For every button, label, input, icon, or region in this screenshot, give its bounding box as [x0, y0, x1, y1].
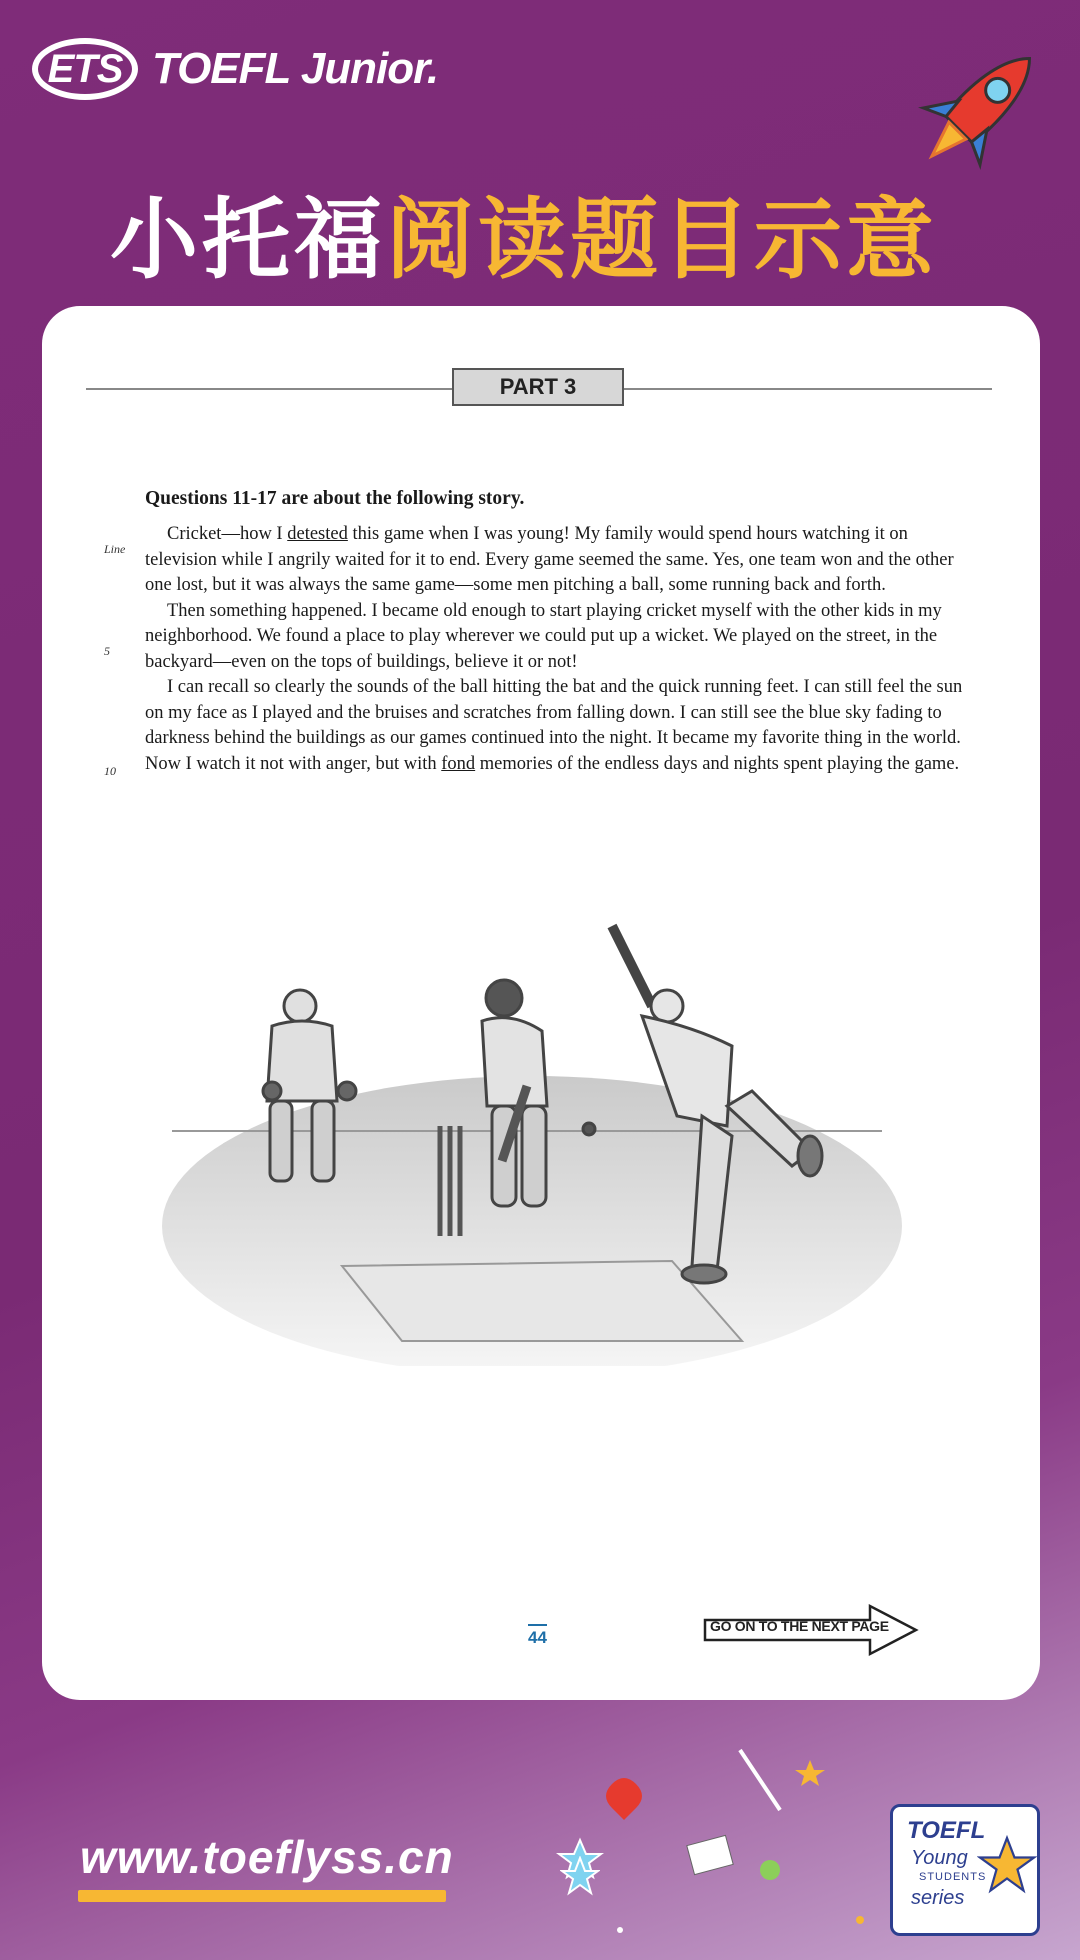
ets-toefl-junior-logo	[32, 38, 438, 100]
test-page-card	[42, 306, 1040, 1700]
toefl-young-students-series-badge: TOEFL Young STUDENTS series	[890, 1804, 1040, 1936]
paragraph-2: Then something happened. I became old enough to start playing cricket myself with the other kids in my neighborhood. We found a place to play wherever we could put up a wicket. We played on the street, in the backyard—even on the tops of buildings, believe it or not!	[145, 600, 942, 672]
question-title: Questions 11-17 are about the following story.	[145, 488, 525, 509]
line-label-5: 5	[104, 644, 110, 658]
headline-white: 小托福	[110, 190, 387, 289]
badge-star-icon	[977, 1835, 1037, 1895]
paragraph-3: I can recall so clearly the sounds of the ball hitting the bat and the quick running feet. I can still feel the sun on my face as I played and the bruises and scratches from falling down. I can still see the blue sky fading to darkness behind the buildings as our games continued into the night. It became my favorite thing in the world. Now I watch it not with anger, but with fond memories of the endless days and nights spent playing the game.	[145, 677, 963, 774]
paragraph-1: Cricket—how I detested this game when I was young! My family would spend hours watching it on television while I angrily waited for it to end. Every game seemed the same. Yes, one team won and the other one lost, but it was always the same game—some men pitching a ball, some running back and forth.	[145, 524, 954, 595]
toefl-junior-wordmark: TOEFL Junior.	[152, 44, 439, 93]
underlined-word-detested: detested	[287, 524, 348, 544]
line-label-10: 10	[104, 764, 116, 778]
cricket-illustration	[132, 886, 912, 1366]
page-number: 44	[528, 1624, 547, 1648]
stationery-decoration	[540, 1720, 890, 1960]
line-label-start: Line	[104, 542, 126, 556]
rocket-icon	[900, 28, 1060, 188]
website-url[interactable]: www.toeflyss.cn	[80, 1831, 454, 1883]
part-label: PART 3	[452, 368, 624, 406]
star-icon	[560, 1856, 600, 1896]
headline-orange: 阅读题目示意	[386, 190, 939, 289]
underlined-word-fond: fond	[441, 753, 476, 774]
ets-logo-mark: ETS	[32, 38, 138, 100]
url-underline-bar	[78, 1890, 446, 1902]
next-page-label: GO ON TO THE NEXT PAGE	[710, 1618, 889, 1634]
page-headline	[110, 170, 938, 296]
reading-passage	[145, 488, 965, 777]
